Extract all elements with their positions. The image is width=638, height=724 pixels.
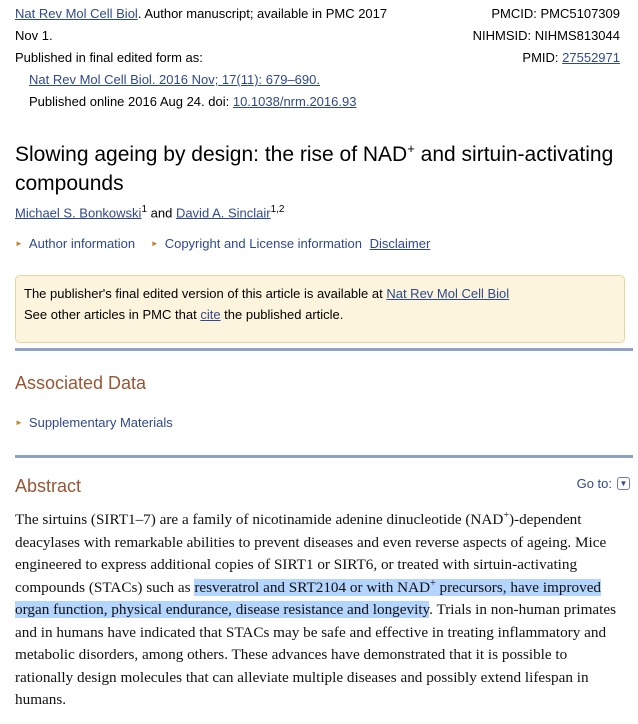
manuscript-line — [15, 3, 435, 25]
notice-text-3: the published article. — [220, 307, 344, 322]
copyright-toggle[interactable]: Copyright and License information — [164, 236, 362, 251]
citation-line — [15, 69, 435, 91]
journal-link[interactable]: Nat Rev Mol Cell Biol — [15, 6, 138, 21]
abstract-part-3: . Trials in non-human primates and in humans have indicated that STACs may be safe and effective in treating inflammatory and metabolic disorders, among others. These advances have demonstrated that it is possible to rationally design molecules that can alleviate multiple diseases and possibly extend lifespan in humans. — [15, 601, 617, 708]
notice-text-2: See other articles in PMC that — [24, 307, 201, 322]
author1-affiliation: 1 — [141, 204, 148, 215]
abstract-part-1: The sirtuins (SIRT1–7) are a family of nicotinamide adenine dinucleotide (NAD — [15, 511, 504, 528]
pmid-label: PMID: — [522, 50, 563, 65]
section-divider — [15, 348, 633, 351]
published-label: Published in final edited form as: — [15, 50, 203, 65]
publisher-version-link[interactable]: Nat Rev Mol Cell Biol — [386, 286, 510, 301]
author2-affiliation: 1,2 — [270, 204, 285, 215]
identifiers — [400, 3, 620, 69]
triangle-right-icon: ► — [15, 239, 23, 248]
triangle-right-icon: ► — [15, 418, 23, 427]
section-divider — [15, 455, 633, 458]
notice-line-2 — [24, 304, 616, 325]
cite-link[interactable]: cite — [200, 307, 221, 322]
online-label: Published online 2016 Aug 24. doi: — [29, 94, 233, 109]
pmid-link[interactable]: 27552971 — [562, 50, 620, 65]
supplementary-item — [15, 413, 173, 433]
author-link-sinclair[interactable]: David A. Sinclair — [175, 205, 271, 221]
goto-label: Go to: — [576, 476, 612, 491]
notice-text-1: The publisher's final edited version of this article is available at — [24, 286, 387, 301]
supplementary-materials-toggle[interactable]: Supplementary Materials — [28, 415, 173, 430]
citation-header — [15, 3, 435, 113]
nihmsid: NIHMSID: NIHMS813044 — [472, 28, 620, 43]
date-line: Nov 1. — [15, 28, 53, 43]
article-title — [15, 134, 625, 198]
doi-link[interactable]: 10.1038/nrm.2016.93 — [232, 94, 357, 109]
highlight-part-2: precursors, have improved organ function, physical endurance, disease resistance and longevity — [15, 578, 602, 618]
abstract-text — [15, 509, 627, 712]
manuscript-note: . Author manuscript; available in PMC 2017 — [137, 6, 388, 21]
title-sup: + — [407, 141, 415, 156]
abstract-heading: Abstract — [15, 476, 82, 496]
title-text-2: and sirtuin-activating compounds — [15, 143, 614, 195]
nad-superscript: + — [503, 509, 509, 521]
citation-link[interactable]: Nat Rev Mol Cell Biol. 2016 Nov; 17(11): 679–690. — [29, 72, 320, 87]
title-text-1: Slowing ageing by design: the rise of NAD — [15, 143, 408, 166]
pmid-line — [400, 47, 620, 69]
associated-data-heading: Associated Data — [15, 373, 147, 393]
triangle-right-icon: ► — [150, 239, 159, 248]
highlight-part-1: resveratrol and SRT2104 or with NAD — [194, 578, 431, 596]
online-line — [15, 91, 435, 113]
abstract-part-2: )-dependent deacylases with remarkable abilities to prevent diseases and even reverse aspects of ageing. Mice engineered to express additional copies of SIRT1 or SIRT6, or treated with sirtuin-activating compounds (STACs) such as — [15, 511, 607, 596]
chevron-down-icon: ▼ — [617, 477, 630, 490]
goto-menu[interactable] — [577, 476, 630, 491]
disclaimer-link[interactable]: Disclaimer — [369, 236, 431, 251]
notice-line-1 — [24, 283, 616, 304]
nad-superscript: + — [430, 577, 436, 589]
author-link-bonkowski[interactable]: Michael S. Bonkowski — [15, 205, 142, 221]
and-text: and — [147, 205, 176, 221]
author-information-toggle[interactable]: Author information — [28, 236, 136, 251]
info-links — [15, 234, 430, 254]
author-list — [15, 200, 285, 223]
publisher-notice — [15, 275, 625, 343]
pmcid: PMCID: PMC5107309 — [491, 6, 620, 21]
